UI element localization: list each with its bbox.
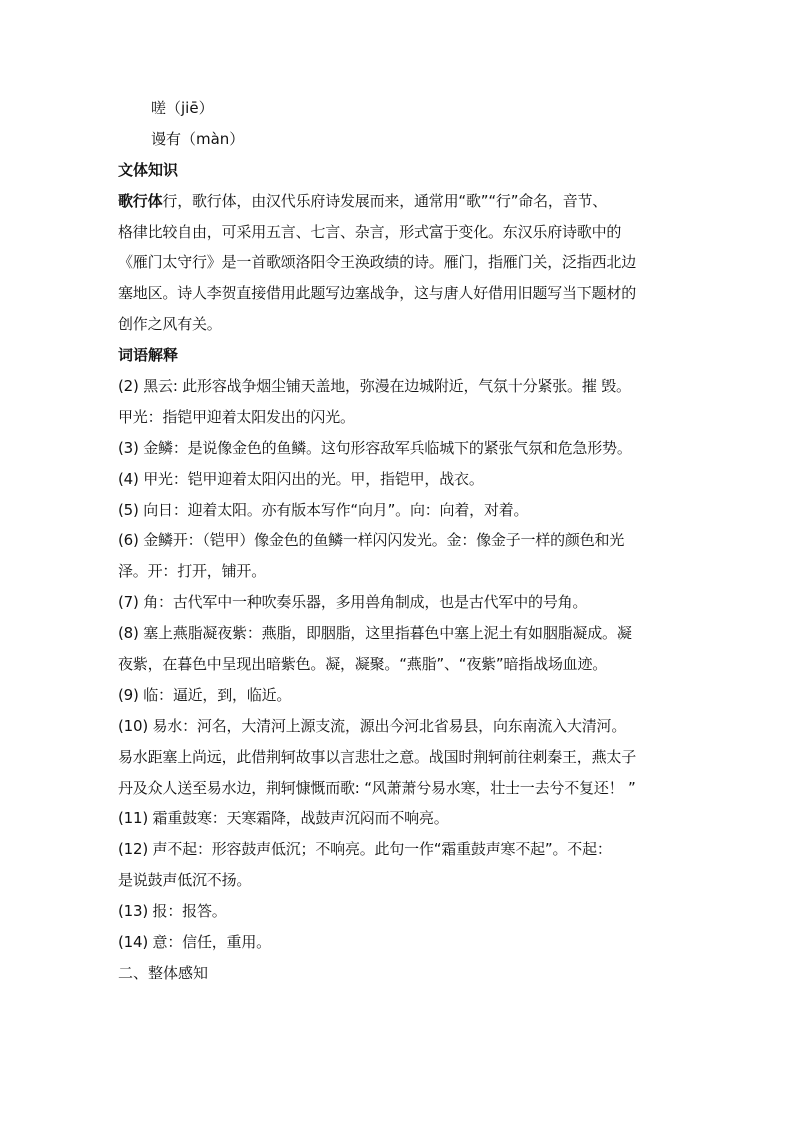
glossary-line: 易水距塞上尚远，此借荆轲故事以言悲壮之意。战国时荆轲前往刺秦王，燕太子 xyxy=(118,747,637,766)
genre-term: 歌行体 xyxy=(118,191,163,210)
glossary-line: 夜紫，在暮色中呈现出暗紫色。凝，凝聚。“燕脂”、“夜紫”暗指战场血迹。 xyxy=(118,655,608,674)
glossary-line: (9) 临：逼近，到，临近。 xyxy=(118,685,292,704)
glossary-line: 甲光：指铠甲迎着太阳发出的闪光。 xyxy=(118,407,355,426)
glossary-line: (5) 向日：迎着太阳。亦有版本写作“向月”。向：向着，对着。 xyxy=(118,500,529,519)
glossary-line: (7) 角：古代军中一种吹奏乐器，多用兽角制成，也是古代军中的号角。 xyxy=(118,593,588,612)
glossary-line: (4) 甲光：铠甲迎着太阳闪出的光。甲，指铠甲，战衣。 xyxy=(118,469,484,488)
glossary-line: 泽。开：打开，铺开。 xyxy=(118,562,267,581)
glossary-line: (2) 黑云: 此形容战争烟尘铺天盖地，弥漫在边城附近，气氛十分紧张。摧 毁。 xyxy=(118,377,631,396)
section-heading-overall: 二、整体感知 xyxy=(118,963,209,982)
genre-paragraph-line: 歌行体行，歌行体，由汉代乐府诗发展而来，通常用“歌”“行”命名，音节、 xyxy=(118,191,608,210)
genre-paragraph-line: 创作之风有关。 xyxy=(118,315,222,334)
glossary-line: (11) 霜重鼓寒：天寒霜降，战鼓声沉闷而不响亮。 xyxy=(118,809,449,828)
glossary-line: (6) 金鳞开：（铠甲）像金色的鱼鳞一样闪闪发光。金：像金子一样的颜色和光 xyxy=(118,531,625,550)
pinyin-man: 谩有（màn） xyxy=(151,129,245,148)
glossary-line: (12) 声不起：形容鼓声低沉；不响亮。此句一作“霜重鼓声寒不起”。不起： xyxy=(118,840,612,859)
glossary-line: (13) 报：报答。 xyxy=(118,902,227,921)
pinyin-jie: 嗟（jiē） xyxy=(151,99,214,117)
genre-paragraph-line: 《雁门太守行》是一首歌颂洛阳令王涣政绩的诗。雁门，指雁门关，泛指西北边 xyxy=(118,253,637,272)
glossary-line: (3) 金鳞：是说像金色的鱼鳞。这句形容敌军兵临城下的紧张气氛和危急形势。 xyxy=(118,438,632,457)
genre-heading: 文体知识 xyxy=(118,160,179,179)
glossary-heading: 词语解释 xyxy=(118,346,179,365)
glossary-line: 丹及众人送至易水边，荆轲慷慨而歌: “风萧萧兮易水寒，壮士一去兮不复还！ ” xyxy=(118,778,636,797)
glossary-line: (8) 塞上燕脂凝夜紫：燕脂，即胭脂，这里指暮色中塞上泥土有如胭脂凝成。凝 xyxy=(118,624,632,643)
glossary-line: 是说鼓声低沉不扬。 xyxy=(118,871,252,890)
glossary-line: (14) 意：信任，重用。 xyxy=(118,933,271,952)
genre-paragraph-line: 格律比较自由，可采用五言、七言、杂言，形式富于变化。东汉乐府诗歌中的 xyxy=(118,222,622,241)
genre-paragraph-line: 塞地区。诗人李贺直接借用此题写边塞战争，这与唐人好借用旧题写当下题材的 xyxy=(118,284,637,303)
glossary-line: (10) 易水：河名，大清河上源支流，源出今河北省易县，向东南流入大清河。 xyxy=(118,716,627,735)
document-body xyxy=(118,93,688,989)
